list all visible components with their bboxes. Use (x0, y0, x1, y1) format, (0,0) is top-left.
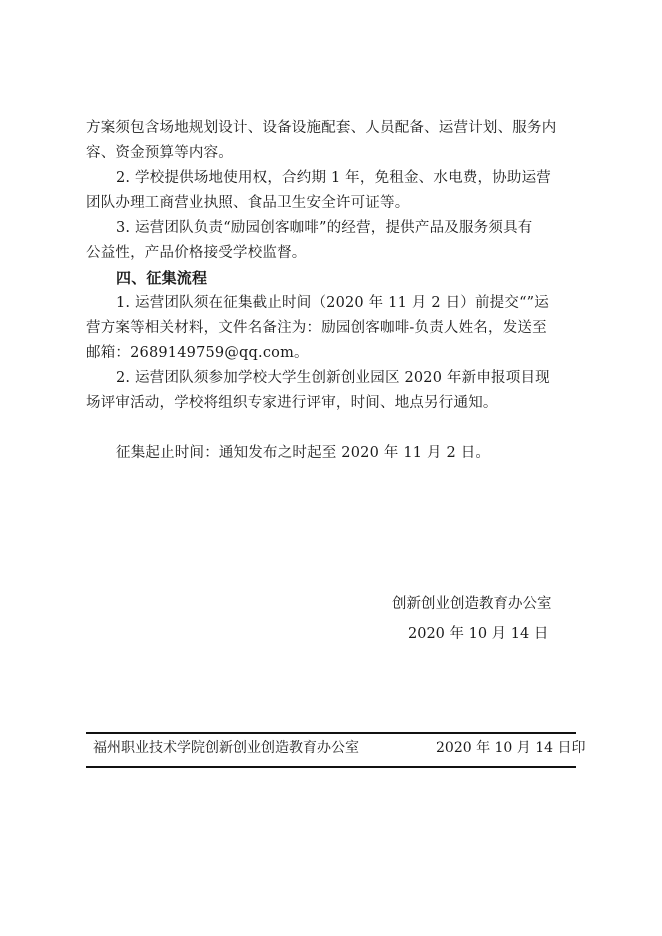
paragraph-line: 2. 学校提供场地使用权，合约期 1 年，免租金、水电费，协助运营 (116, 170, 551, 186)
footer-issuer: 福州职业技术学院创新创业创造教育办公室 (93, 740, 359, 756)
footer-print-date: 2020 年 10 月 14 日印 (436, 740, 586, 756)
section-heading: 四、征集流程 (116, 269, 208, 287)
signature-date: 2020 年 10 月 14 日 (408, 626, 549, 642)
paragraph-line: 场评审活动，学校将组织专家进行评审，时间、地点另行通知。 (86, 395, 498, 411)
paragraph-line: 团队办理工商营业执照、食品卫生安全许可证等。 (86, 195, 410, 211)
paragraph-line: 1. 运营团队须在征集截止时间（2020 年 11 月 2 日）前提交“”运 (116, 295, 549, 311)
footer-bottom-rule (86, 766, 576, 768)
paragraph-line: 方案须包含场地规划设计、设备设施配套、人员配备、运营计划、服务内 (86, 120, 557, 136)
footer-top-rule (86, 732, 576, 734)
paragraph-line: 营方案等相关材料，文件名备注为：励园创客咖啡-负责人姓名，发送至 (86, 320, 547, 336)
signature-office: 创新创业创造教育办公室 (392, 596, 552, 612)
paragraph-line: 2. 运营团队须参加学校大学生创新创业园区 2020 年新申报项目现 (116, 370, 550, 386)
paragraph-line: 公益性，产品价格接受学校监督。 (86, 245, 307, 261)
paragraph-line: 3. 运营团队负责“励园创客咖啡”的经营，提供产品及服务须具有 (116, 220, 533, 236)
paragraph-line: 容、资金预算等内容。 (86, 145, 233, 161)
deadline-line: 征集起止时间：通知发布之时起至 2020 年 11 月 2 日。 (116, 445, 491, 461)
paragraph-line: 邮箱：2689149759@qq.com。 (86, 345, 309, 361)
